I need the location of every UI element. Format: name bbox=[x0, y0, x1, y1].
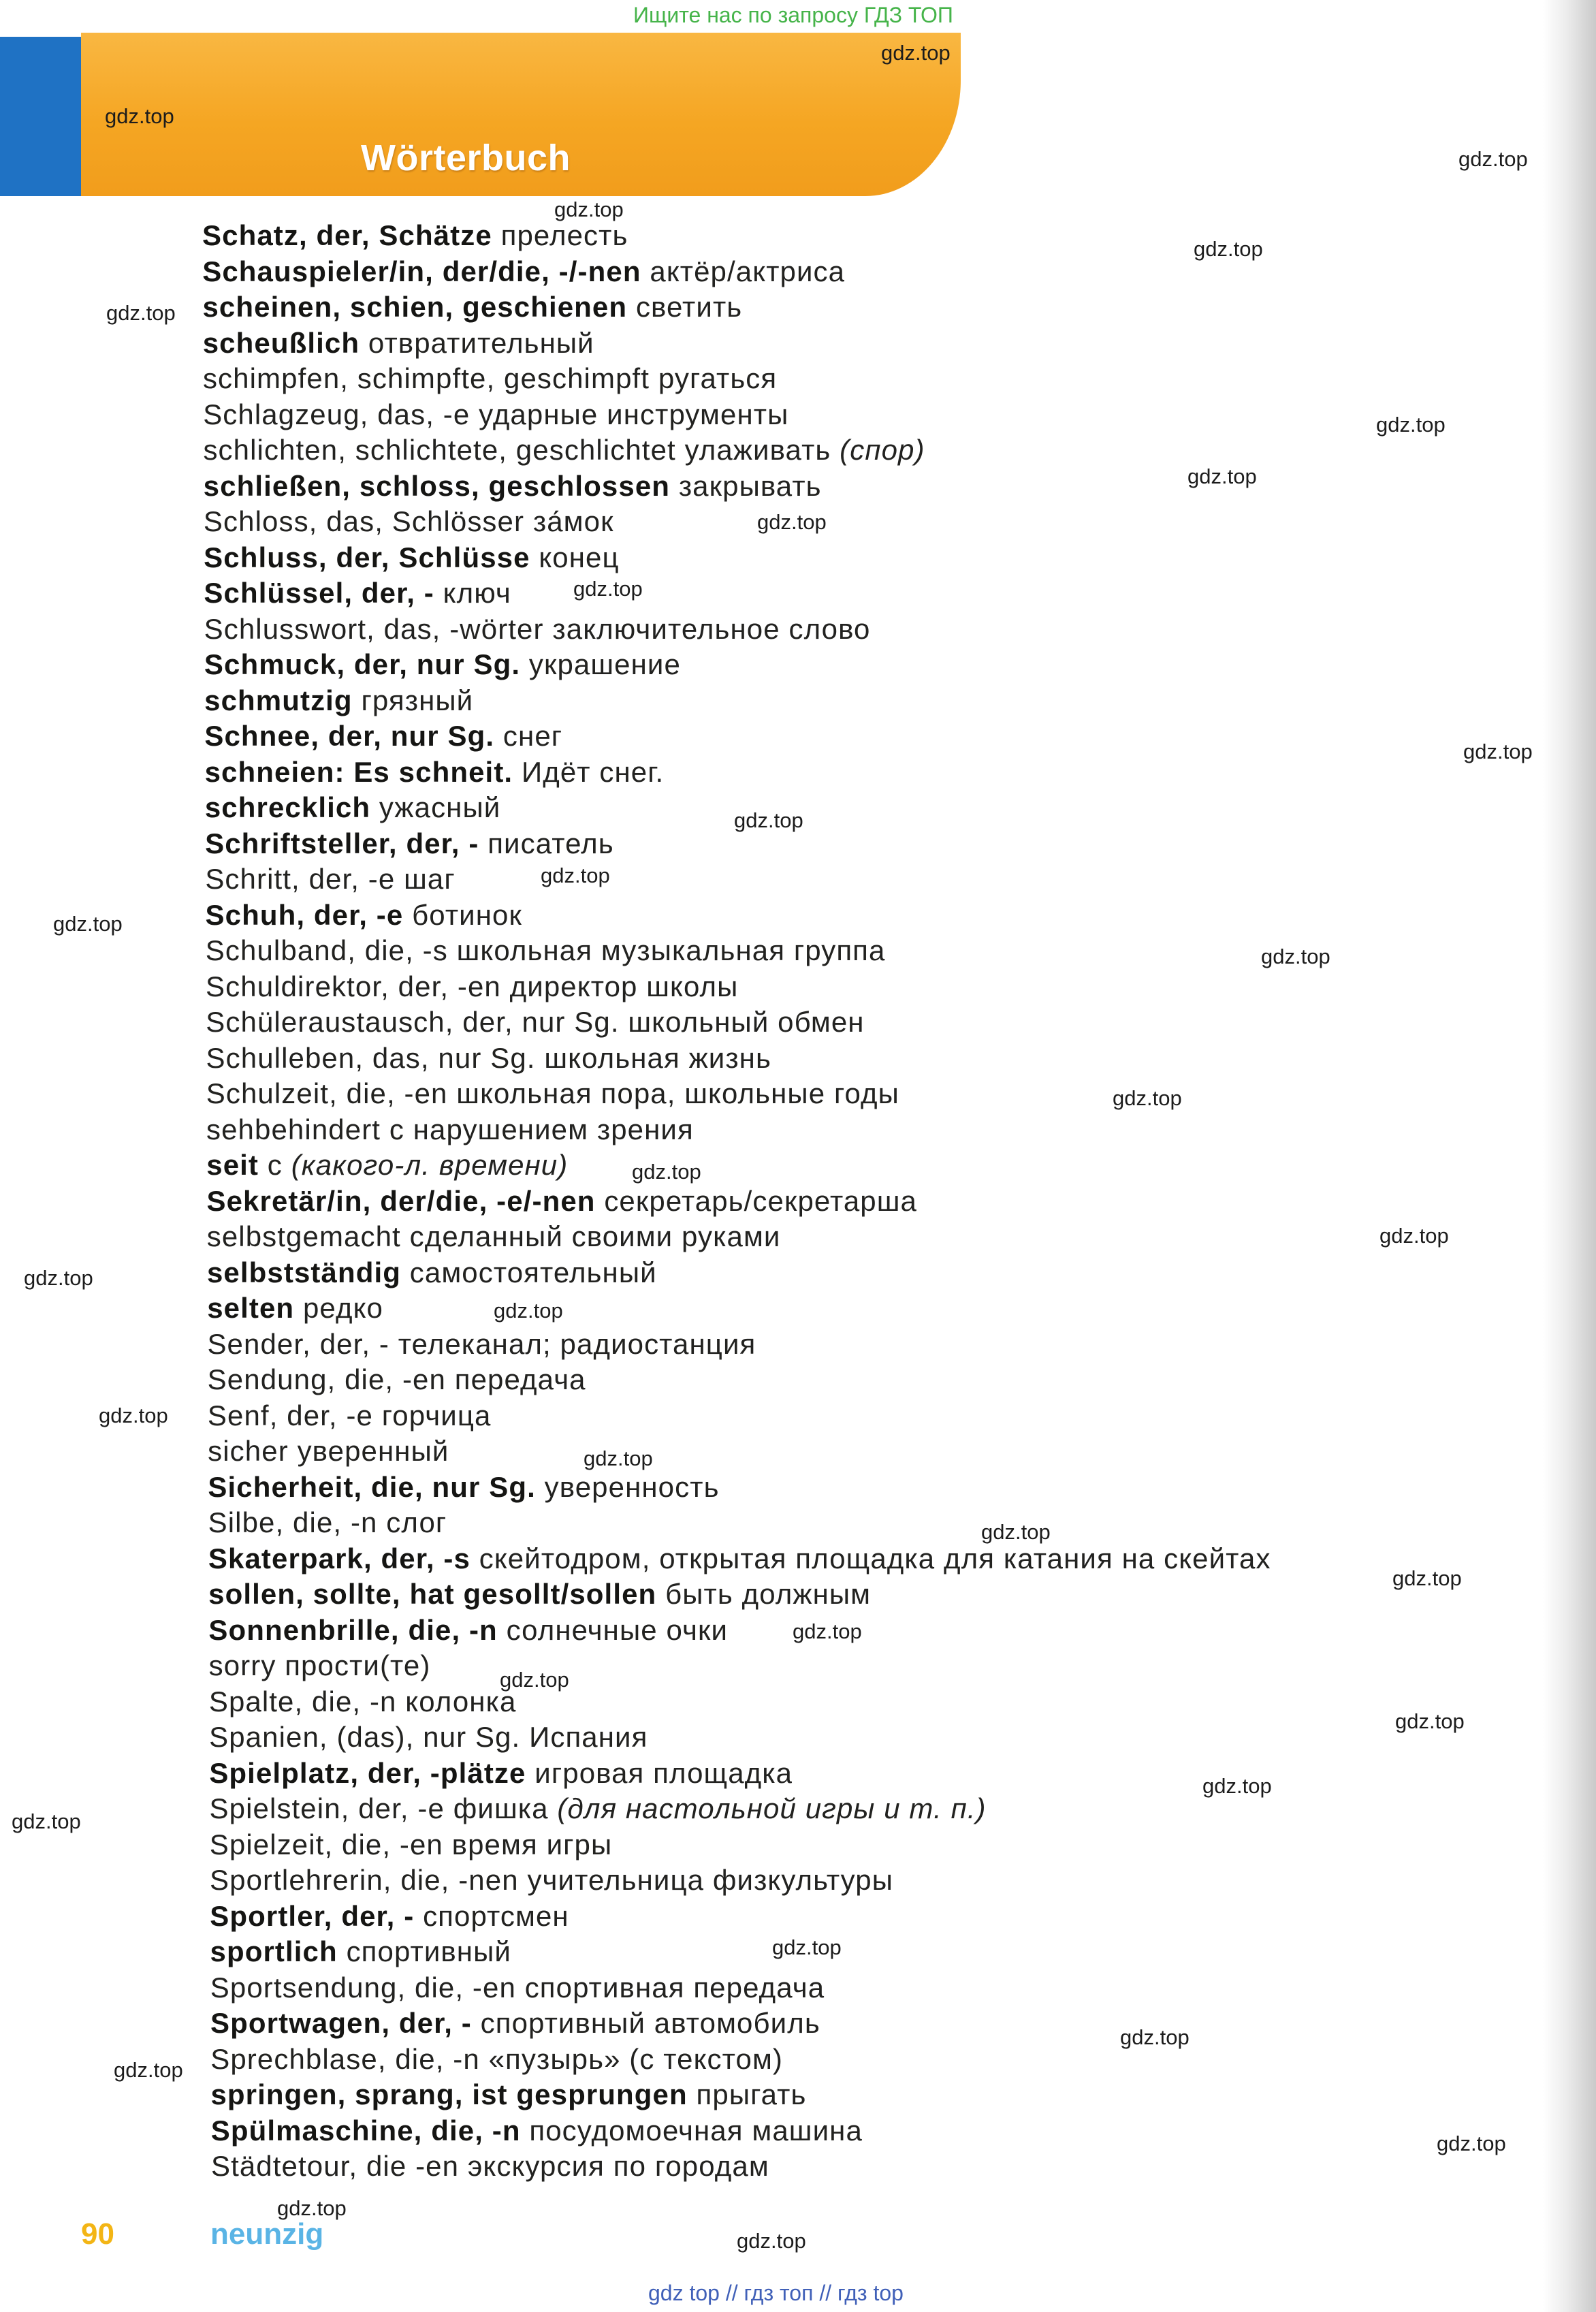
entry-translation: светить bbox=[635, 291, 743, 323]
entry-word: sportlich bbox=[210, 1935, 338, 1967]
search-notice: Ищите нас по запросу ГДЗ ТОП bbox=[633, 3, 953, 27]
watermark-text: gdz.top bbox=[1463, 740, 1533, 763]
entry-word: selten bbox=[207, 1292, 295, 1324]
entry-translation: прелесть bbox=[500, 219, 628, 251]
dictionary-entry bbox=[211, 2113, 1550, 2149]
entry-word: Schmuck, der, nur Sg. bbox=[204, 648, 521, 680]
entry-word: Schlüssel, der, - bbox=[204, 577, 434, 609]
dictionary-entry bbox=[210, 1934, 1550, 1970]
watermark-text: gdz.top bbox=[573, 577, 643, 601]
entry-word: Schnee, der, nur Sg. bbox=[204, 720, 495, 752]
entry-word: schrecklich bbox=[204, 791, 371, 823]
dictionary-entry bbox=[208, 1541, 1550, 1577]
watermark-text: gdz.top bbox=[734, 808, 803, 832]
entry-translation: спортивная передача bbox=[524, 1971, 825, 2004]
entry-translation: заключительное слово bbox=[552, 612, 871, 645]
entry-word: Schulzeit, die, -en bbox=[206, 1077, 448, 1109]
entry-translation: ужасный bbox=[379, 791, 501, 823]
entry-word: sehbehindert bbox=[206, 1113, 381, 1145]
watermark-text: gdz.top bbox=[1437, 2132, 1506, 2155]
entry-translation: ругаться bbox=[658, 362, 778, 394]
watermark-text: gdz.top bbox=[1194, 237, 1263, 261]
entry-word: sicher bbox=[208, 1435, 289, 1467]
entry-translation: ударные инструменты bbox=[479, 398, 789, 430]
entry-word: schneien: Es schneit. bbox=[204, 755, 513, 788]
dictionary-entry bbox=[206, 969, 1550, 1005]
entry-translation: сделанный своими руками bbox=[409, 1220, 781, 1252]
entry-translation: горчица bbox=[381, 1399, 492, 1431]
entry-note: (какого-л. времени) bbox=[291, 1149, 569, 1181]
watermark-text: gdz.top bbox=[114, 2058, 183, 2082]
dictionary-entry bbox=[211, 2149, 1550, 2185]
entry-word: Schatz, der, Schätze bbox=[202, 219, 492, 251]
dictionary-entry bbox=[207, 1255, 1550, 1291]
entry-note: (для настольной игры и т. п.) bbox=[557, 1792, 987, 1824]
watermark-text: gdz.top bbox=[1202, 1774, 1272, 1798]
dictionary-entry bbox=[203, 361, 1550, 397]
entry-translation: с нарушением зрения bbox=[389, 1113, 694, 1145]
dictionary-entries bbox=[202, 218, 1550, 2185]
entry-word: Silbe, die, -n bbox=[208, 1506, 378, 1538]
dictionary-entry bbox=[208, 1505, 1550, 1541]
entry-word: Spülmaschine, die, -n bbox=[210, 2114, 521, 2147]
entry-word: schlichten, schlichtete, geschlichtet bbox=[203, 434, 676, 466]
watermark-text: gdz.top bbox=[1120, 2025, 1190, 2049]
entry-word: Schlagzeug, das, -e bbox=[203, 398, 470, 430]
dictionary-entry bbox=[204, 504, 1550, 540]
entry-translation: шаг bbox=[404, 863, 456, 895]
entry-word: Schuldirektor, der, -en bbox=[206, 970, 501, 1002]
watermark-text: gdz.top bbox=[541, 864, 610, 887]
dictionary-entry bbox=[208, 1362, 1550, 1398]
entry-word: Schritt, der, -e bbox=[205, 863, 396, 895]
dictionary-entry bbox=[207, 1327, 1550, 1363]
entry-word: Senf, der, -e bbox=[207, 1399, 374, 1431]
entry-word: Spalte, die, -n bbox=[208, 1685, 397, 1717]
entry-translation: самостоятельный bbox=[409, 1256, 657, 1288]
entry-translation: уверенный bbox=[297, 1435, 449, 1467]
entry-word: selbstständig bbox=[206, 1256, 401, 1288]
entry-word: Skaterpark, der, -s bbox=[208, 1542, 470, 1574]
entry-word: Schlusswort, das, -wörter bbox=[204, 612, 544, 645]
dictionary-entry bbox=[203, 432, 1550, 469]
dictionary-entry bbox=[210, 1899, 1550, 1935]
entry-translation: «пузырь» (с текстом) bbox=[488, 2042, 784, 2075]
entry-word: scheußlich bbox=[202, 326, 360, 359]
watermark-text: gdz.top bbox=[53, 912, 123, 936]
dictionary-entry bbox=[204, 469, 1550, 505]
watermark-text: gdz.top bbox=[554, 197, 624, 221]
dictionary-entry bbox=[203, 326, 1550, 362]
entry-translation: Идёт снег. bbox=[521, 755, 665, 788]
entry-translation: экскурсия по городам bbox=[467, 2150, 769, 2182]
section-title: Wörterbuch bbox=[361, 138, 571, 178]
dictionary-entry bbox=[205, 755, 1550, 791]
entry-word: scheinen, schien, geschienen bbox=[202, 291, 628, 323]
dictionary-entry bbox=[210, 2006, 1550, 2042]
entry-note: (спор) bbox=[840, 434, 925, 466]
dictionary-entry bbox=[204, 718, 1550, 755]
entry-word: sollen, sollte, hat gesollt/sollen bbox=[208, 1578, 657, 1610]
dictionary-entry bbox=[206, 898, 1550, 934]
dictionary-entry bbox=[209, 1684, 1550, 1720]
entry-word: Sicherheit, die, nur Sg. bbox=[208, 1470, 536, 1503]
entry-word: sorry bbox=[208, 1649, 276, 1681]
entry-translation: с bbox=[267, 1149, 283, 1181]
dictionary-entry bbox=[209, 1720, 1550, 1756]
entry-word: Spanien, (das), nur Sg. bbox=[209, 1721, 521, 1753]
entry-translation: секретарь/секретарша bbox=[604, 1184, 918, 1217]
entry-word: Schüleraustausch, der, nur Sg. bbox=[206, 1006, 620, 1038]
dictionary-entry bbox=[208, 1470, 1550, 1506]
entry-translation: посудомоечная машина bbox=[529, 2114, 863, 2147]
site-footer-line: gdz top // гдз топ // гдз top bbox=[648, 2281, 904, 2305]
watermark-text: gdz.top bbox=[584, 1446, 653, 1470]
entry-word: schmutzig bbox=[204, 684, 353, 716]
entry-translation: время игры bbox=[451, 1828, 613, 1860]
entry-translation: уверенность bbox=[544, 1470, 720, 1503]
page-number-word: neunzig bbox=[210, 2217, 324, 2251]
dictionary-entry bbox=[210, 2077, 1550, 2113]
entry-word: Städtetour, die -en bbox=[210, 2150, 460, 2182]
watermark-text: gdz.top bbox=[494, 1299, 563, 1323]
dictionary-entry bbox=[202, 218, 1550, 254]
entry-word: Spielplatz, der, -plätze bbox=[209, 1756, 526, 1789]
watermark-text: gdz.top bbox=[24, 1266, 93, 1290]
entry-word: seit bbox=[206, 1149, 259, 1181]
entry-word: Sportwagen, der, - bbox=[210, 2007, 472, 2039]
entry-word: Sonnenbrille, die, -n bbox=[208, 1613, 498, 1646]
dictionary-entry bbox=[210, 1791, 1550, 1827]
entry-translation: слог bbox=[386, 1506, 447, 1538]
dictionary-entry bbox=[208, 1398, 1550, 1434]
dictionary-entry bbox=[206, 1076, 1550, 1112]
dictionary-entry bbox=[207, 1290, 1550, 1327]
entry-word: Schriftsteller, der, - bbox=[205, 827, 479, 859]
watermark-text: gdz.top bbox=[277, 2196, 347, 2220]
dictionary-entry bbox=[208, 1434, 1550, 1470]
entry-word: Schloss, das, Schlösser bbox=[203, 505, 525, 537]
dictionary-entry bbox=[206, 1041, 1550, 1077]
dictionary-entry bbox=[209, 1648, 1550, 1684]
entry-word: Sender, der, - bbox=[207, 1327, 390, 1360]
dictionary-entry bbox=[205, 790, 1550, 826]
entry-translation: Испания bbox=[529, 1721, 648, 1753]
entry-translation: ключ bbox=[443, 577, 511, 609]
dictionary-entry bbox=[206, 1004, 1550, 1041]
entry-translation: прости(те) bbox=[285, 1649, 431, 1681]
entry-translation: улаживать bbox=[684, 434, 831, 466]
dictionary-entry bbox=[210, 2042, 1550, 2078]
entry-translation: школьный обмен bbox=[628, 1006, 865, 1038]
watermark-text: gdz.top bbox=[1376, 413, 1446, 437]
entry-word: Spielzeit, die, -en bbox=[209, 1828, 443, 1860]
entry-word: Sportler, der, - bbox=[210, 1899, 415, 1932]
watermark-text: gdz.top bbox=[1261, 945, 1330, 968]
dictionary-entry bbox=[204, 575, 1550, 612]
dictionary-entry bbox=[205, 861, 1550, 898]
dictionary-entry bbox=[204, 540, 1550, 576]
entry-word: Schuh, der, -e bbox=[205, 898, 404, 931]
entry-word: selbstgemacht bbox=[206, 1220, 401, 1252]
entry-translation: телеканал; радиостанция bbox=[398, 1327, 756, 1360]
dictionary-entry bbox=[210, 1863, 1550, 1899]
entry-translation: за́мок bbox=[532, 505, 614, 537]
entry-translation: солнечные очки bbox=[506, 1613, 729, 1646]
dictionary-entry bbox=[204, 683, 1550, 719]
entry-word: Spielstein, der, -e bbox=[209, 1792, 445, 1824]
dictionary-entry bbox=[204, 612, 1550, 648]
entry-word: Sendung, die, -en bbox=[207, 1363, 446, 1395]
watermark-text: gdz.top bbox=[1395, 1709, 1465, 1733]
watermark-text: gdz.top bbox=[106, 301, 176, 325]
entry-translation: учительница физкультуры bbox=[527, 1864, 894, 1896]
page-number: 90 bbox=[81, 2217, 114, 2251]
entry-translation: игровая площадка bbox=[534, 1756, 793, 1789]
dictionary-entry bbox=[208, 1577, 1550, 1613]
watermark-text: gdz.top bbox=[793, 1619, 862, 1643]
entry-translation: передача bbox=[454, 1363, 586, 1395]
entry-translation: спортивный bbox=[346, 1935, 511, 1967]
entry-translation: колонка bbox=[405, 1685, 517, 1717]
page-edge-shadow bbox=[1543, 0, 1596, 2312]
entry-translation: ботинок bbox=[412, 898, 522, 931]
watermark-text: gdz.top bbox=[1392, 1566, 1462, 1590]
entry-translation: конец bbox=[539, 541, 620, 573]
watermark-text: gdz.top bbox=[1379, 1224, 1449, 1248]
banner-blue-strip bbox=[0, 37, 81, 196]
entry-translation: отвратительный bbox=[368, 326, 594, 359]
entry-translation: украшение bbox=[528, 648, 681, 680]
dictionary-entry bbox=[202, 254, 1550, 290]
entry-translation: скейтодром, открытая площадка для катания на скейтах bbox=[479, 1542, 1271, 1574]
entry-word: Sprechblase, die, -n bbox=[210, 2042, 480, 2075]
entry-word: Sportsendung, die, -en bbox=[210, 1971, 516, 2004]
watermark-text: gdz.top bbox=[632, 1160, 701, 1184]
entry-word: Sekretär/in, der/die, -e/-nen bbox=[206, 1184, 596, 1217]
entry-word: Schluss, der, Schlüsse bbox=[204, 541, 530, 573]
dictionary-entry bbox=[202, 289, 1550, 326]
dictionary-entry bbox=[210, 1970, 1550, 2006]
dictionary-entry bbox=[209, 1756, 1550, 1792]
entry-translation: школьная музыкальная группа bbox=[456, 934, 886, 966]
dictionary-entry bbox=[205, 826, 1550, 862]
entry-translation: спортсмен bbox=[423, 1899, 569, 1932]
dictionary-entry bbox=[206, 1184, 1550, 1220]
watermark-text: gdz.top bbox=[500, 1668, 569, 1692]
entry-translation: школьная пора, школьные годы bbox=[456, 1077, 899, 1109]
dictionary-entry bbox=[208, 1613, 1550, 1649]
watermark-text: gdz.top bbox=[881, 41, 951, 65]
watermark-text: gdz.top bbox=[772, 1935, 842, 1959]
watermark-text: gdz.top bbox=[1113, 1086, 1182, 1110]
dictionary-entry bbox=[203, 397, 1550, 433]
dictionary-entry bbox=[210, 1827, 1550, 1863]
dictionary-entry bbox=[207, 1219, 1550, 1255]
watermark-text: gdz.top bbox=[99, 1404, 168, 1427]
dictionary-entry bbox=[206, 1112, 1550, 1148]
entry-translation: фишка bbox=[453, 1792, 549, 1824]
entry-translation: школьная жизнь bbox=[544, 1041, 771, 1074]
dictionary-entry bbox=[204, 647, 1550, 683]
entry-translation: грязный bbox=[361, 684, 474, 716]
watermark-text: gdz.top bbox=[757, 510, 827, 534]
entry-word: Schulband, die, -s bbox=[205, 934, 448, 966]
watermark-text: gdz.top bbox=[737, 2229, 806, 2253]
entry-translation: снег bbox=[502, 720, 563, 752]
entry-translation: директор школы bbox=[509, 970, 739, 1002]
entry-word: Schulleben, das, nur Sg. bbox=[206, 1041, 536, 1074]
dictionary-entry bbox=[206, 933, 1550, 969]
watermark-text: gdz.top bbox=[1187, 464, 1257, 488]
entry-word: springen, sprang, ist gesprungen bbox=[210, 2078, 688, 2110]
dictionary-entry bbox=[206, 1147, 1550, 1184]
watermark-text: gdz.top bbox=[12, 1809, 81, 1833]
entry-word: schimpfen, schimpfte, geschimpft bbox=[202, 362, 650, 394]
entry-word: Schauspieler/in, der/die, -/-nen bbox=[202, 255, 641, 287]
entry-translation: редко bbox=[302, 1292, 383, 1324]
entry-translation: закрывать bbox=[678, 469, 822, 502]
entry-translation: прыгать bbox=[696, 2078, 807, 2110]
entry-translation: спортивный автомобиль bbox=[480, 2007, 820, 2039]
watermark-text: gdz.top bbox=[105, 104, 174, 128]
watermark-text: gdz.top bbox=[1458, 147, 1528, 171]
watermark-text: gdz.top bbox=[981, 1520, 1051, 1544]
entry-translation: быть должным bbox=[665, 1578, 872, 1610]
entry-translation: писатель bbox=[488, 827, 614, 859]
entry-word: schließen, schloss, geschlossen bbox=[203, 469, 671, 502]
entry-translation: актёр/актриса bbox=[650, 255, 846, 287]
entry-word: Sportlehrerin, die, -nen bbox=[210, 1864, 519, 1896]
